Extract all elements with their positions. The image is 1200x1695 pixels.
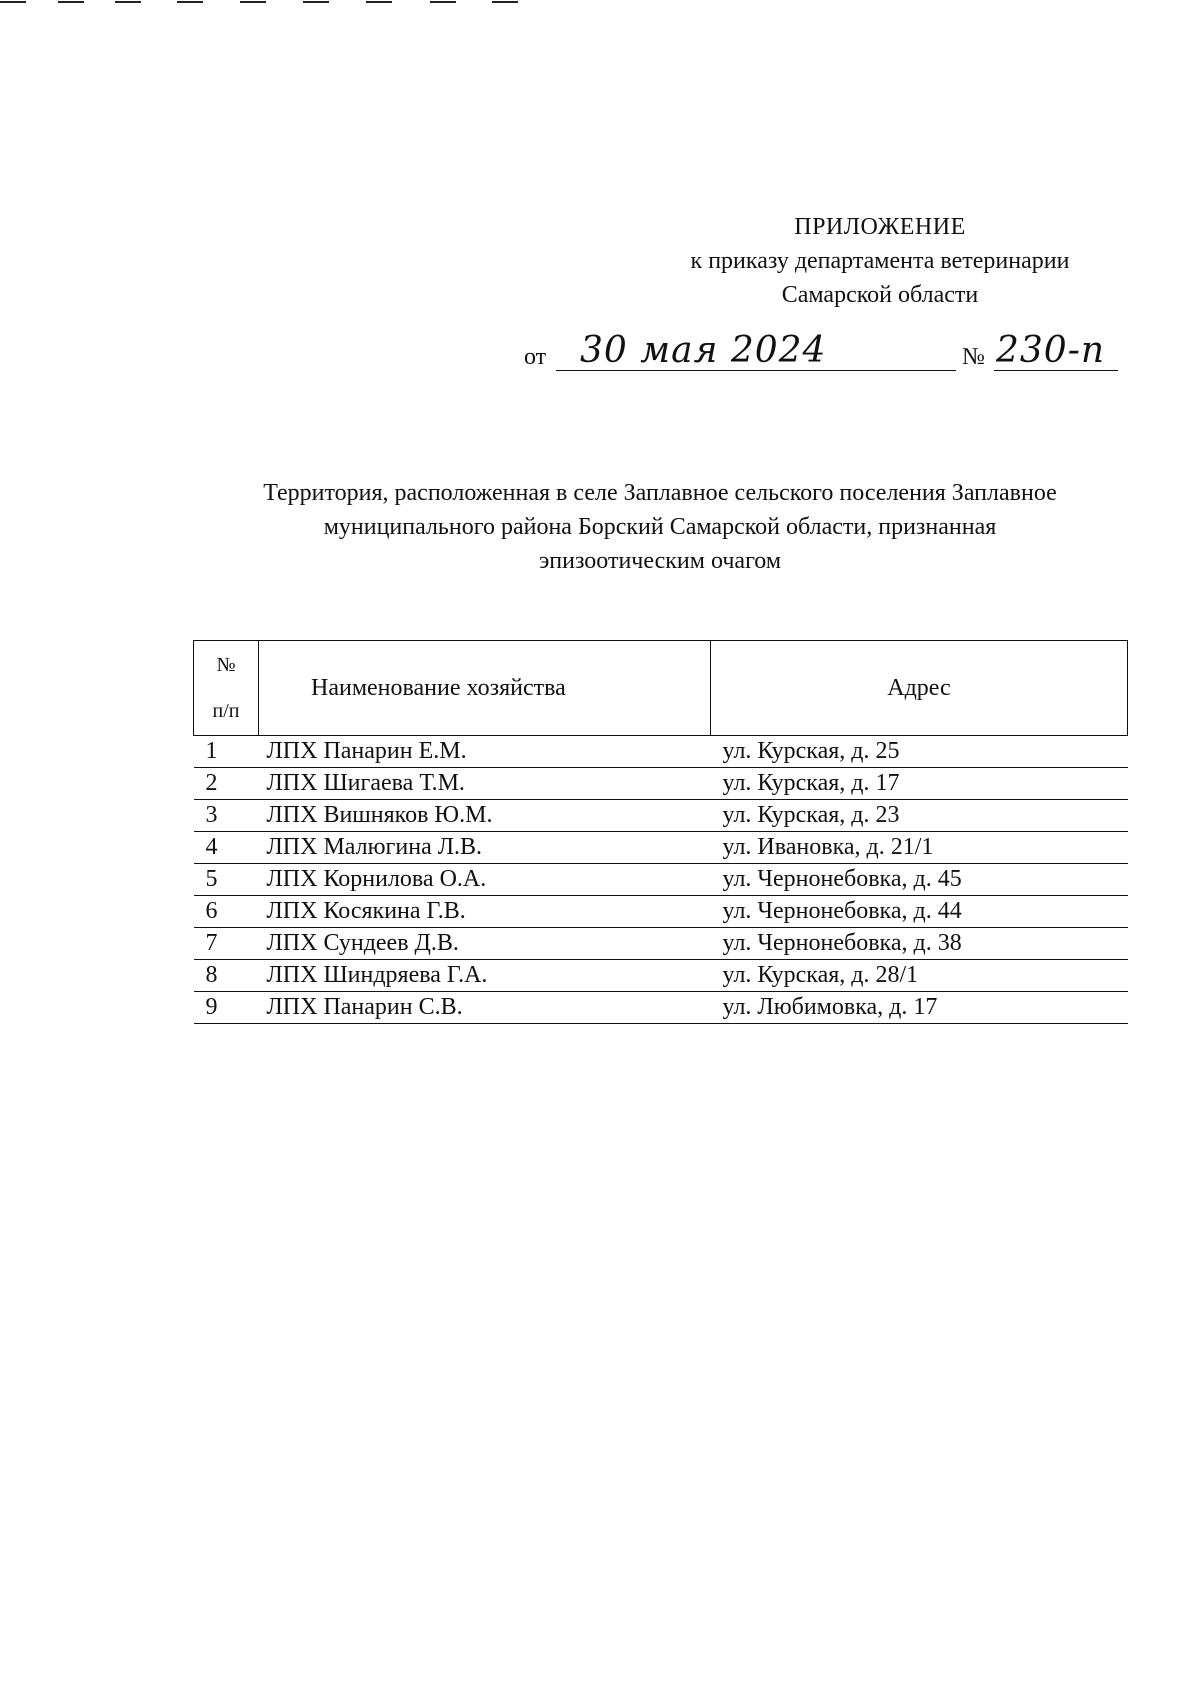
farm-address: ул. Чернонебовка, д. 44 xyxy=(711,896,1128,928)
heading-line-2: муниципального района Борский Самарской области, признанная xyxy=(323,514,997,540)
number-sign: № xyxy=(216,654,236,676)
farm-address: ул. Курская, д. 25 xyxy=(711,736,1128,768)
row-number: 6 xyxy=(194,896,259,928)
farm-name: ЛПХ Вишняков Ю.М. xyxy=(259,800,711,832)
document-heading xyxy=(190,476,1130,578)
column-header-name: Наименование хозяйства xyxy=(259,641,711,736)
farm-address: ул. Чернонебовка, д. 45 xyxy=(711,864,1128,896)
order-date-number xyxy=(0,330,1200,378)
farm-name: ЛПХ Сундеев Д.В. xyxy=(259,928,711,960)
table-row xyxy=(194,800,1128,832)
farm-name: ЛПХ Панарин Е.М. xyxy=(259,736,711,768)
farm-address: ул. Курская, д. 28/1 xyxy=(711,960,1128,992)
number-abbrev: п/п xyxy=(212,700,240,722)
row-number: 4 xyxy=(194,832,259,864)
farm-address: ул. Ивановка, д. 21/1 xyxy=(711,832,1128,864)
farm-name: ЛПХ Косякина Г.В. xyxy=(259,896,711,928)
table-row xyxy=(194,928,1128,960)
from-label: от xyxy=(524,344,547,370)
heading-line-1: Территория, расположенная в селе Заплавное сельского поселения Заплавное xyxy=(263,480,1057,506)
farm-address: ул. Любимовка, д. 17 xyxy=(711,992,1128,1024)
handwritten-number: 230-п xyxy=(996,330,1106,371)
row-number: 8 xyxy=(194,960,259,992)
appendix-title: ПРИЛОЖЕНИЕ xyxy=(794,214,966,240)
farm-address: ул. Курская, д. 23 xyxy=(711,800,1128,832)
handwritten-date: 30 мая 2024 xyxy=(580,330,827,371)
farm-name: ЛПХ Шигаева Т.М. xyxy=(259,768,711,800)
farm-name: ЛПХ Панарин С.В. xyxy=(259,992,711,1024)
row-number: 3 xyxy=(194,800,259,832)
table-row xyxy=(194,832,1128,864)
row-number: 1 xyxy=(194,736,259,768)
column-header-address: Адрес xyxy=(711,641,1128,736)
farm-name: ЛПХ Корнилова О.А. xyxy=(259,864,711,896)
scan-edge-marks xyxy=(0,0,560,6)
column-header-number xyxy=(194,641,259,736)
appendix-line-1: к приказу департамента ветеринарии xyxy=(690,248,1070,274)
table-row xyxy=(194,896,1128,928)
farm-address: ул. Чернонебовка, д. 38 xyxy=(711,928,1128,960)
table-row xyxy=(194,992,1128,1024)
appendix-line-2: Самарской области xyxy=(781,282,979,308)
table-row xyxy=(194,736,1128,768)
appendix-header xyxy=(640,210,1120,312)
farms-table xyxy=(193,640,1128,1024)
table-header-row xyxy=(194,641,1128,736)
number-label: № xyxy=(962,344,985,370)
table-row xyxy=(194,960,1128,992)
row-number: 2 xyxy=(194,768,259,800)
farm-address: ул. Курская, д. 17 xyxy=(711,768,1128,800)
row-number: 9 xyxy=(194,992,259,1024)
table-row xyxy=(194,864,1128,896)
table-row xyxy=(194,768,1128,800)
farm-name: ЛПХ Малюгина Л.В. xyxy=(259,832,711,864)
heading-line-3: эпизоотическим очагом xyxy=(538,548,782,574)
row-number: 5 xyxy=(194,864,259,896)
farm-name: ЛПХ Шиндряева Г.А. xyxy=(259,960,711,992)
row-number: 7 xyxy=(194,928,259,960)
